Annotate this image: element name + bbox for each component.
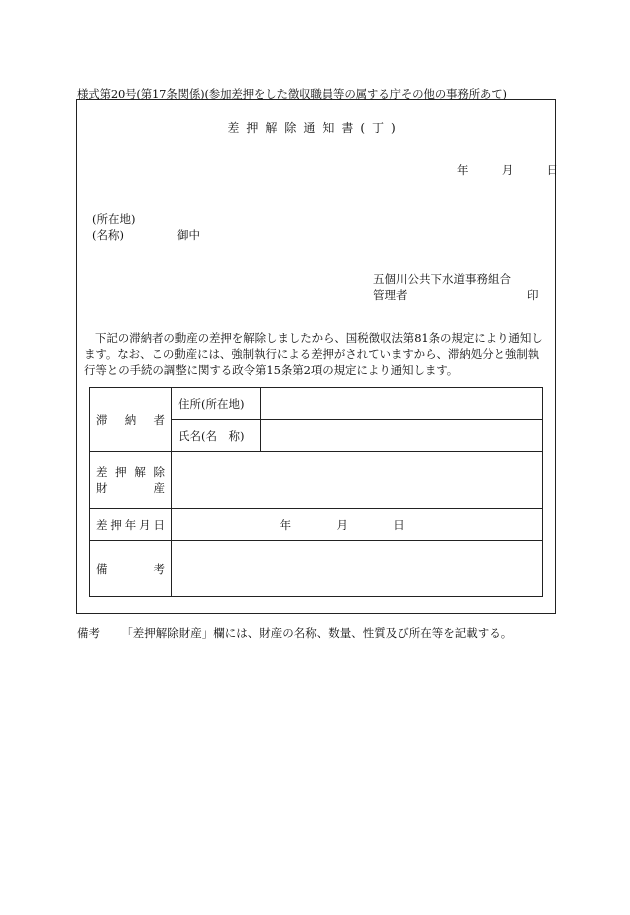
seal-label: 印 (527, 288, 539, 302)
release-date-char-4: 月 (139, 517, 151, 532)
name-label-cell: 氏名(名 称) (172, 420, 261, 452)
property-char-5: 財 (96, 481, 108, 495)
recipient-honorific: 御中 (177, 228, 200, 242)
sender-organization: 五個川公共下水道事務組合 (373, 272, 511, 286)
release-date-value-cell[interactable] (172, 509, 543, 541)
property-label-cell (90, 452, 172, 509)
property-label-line2 (96, 480, 165, 496)
issue-year-label: 年 (457, 163, 469, 177)
notice-body-text: 下記の滞納者の動産の差押を解除しましたから、国税徴収法第81条の規定により通知します。なお、この動産には、強制執行による差押がされていますから、滞納処分と強制執行等との手続の調整に関する政令第15条第2項の規定により通知します。 (84, 331, 543, 377)
release-date-label (96, 517, 165, 533)
property-label-line1 (96, 464, 165, 480)
property-char-4: 除 (153, 465, 165, 479)
release-date-char-3: 年 (124, 517, 137, 532)
recipient-name-label: (名称) (92, 228, 124, 242)
issue-month-label: 月 (501, 163, 514, 177)
recipient-address-label: (所在地) (92, 212, 136, 226)
footer-note-text: 「差押解除財産」欄には、財産の名称、数量、性質及び所在等を記載する。 (121, 626, 513, 640)
release-date-label-cell (90, 509, 172, 541)
release-date-char-2: 押 (110, 517, 122, 532)
delinquent-char-3: 者 (153, 412, 165, 427)
release-month-label: 月 (336, 517, 348, 532)
remarks-label-cell (90, 541, 172, 597)
issue-date (457, 162, 558, 178)
property-char-3: 解 (134, 465, 146, 479)
property-value-cell[interactable] (172, 452, 543, 509)
document-title: 差押解除通知書(丁) (227, 121, 403, 135)
remarks-char-1: 備 (96, 561, 108, 576)
address-label-cell: 住所(所在地) (172, 388, 261, 420)
release-year-label: 年 (279, 517, 292, 532)
footer-note (77, 625, 512, 641)
address-value-cell[interactable] (261, 388, 543, 420)
remarks-label (96, 561, 165, 577)
delinquent-label (96, 412, 165, 428)
release-day-label: 日 (393, 517, 405, 532)
sender-manager-label: 管理者 (373, 288, 408, 302)
delinquent-label-cell (90, 388, 172, 452)
detail-table (89, 387, 543, 597)
property-char-2: 押 (115, 465, 127, 479)
property-char-1: 差 (96, 465, 108, 479)
issue-day-label: 日 (546, 163, 559, 177)
remarks-char-2: 考 (153, 561, 165, 576)
property-char-6: 産 (153, 481, 165, 495)
delinquent-char-1: 滞 (96, 412, 108, 427)
delinquent-char-2: 納 (124, 412, 137, 427)
remarks-value-cell[interactable] (172, 541, 543, 597)
release-date-char-1: 差 (96, 517, 108, 532)
footer-note-label: 備考 (77, 626, 100, 640)
release-date-char-5: 日 (153, 517, 165, 532)
form-number-label: 様式第20号(第17条関係)(参加差押をした徴収職員等の属する庁その他の事務所あて) (77, 87, 507, 101)
name-value-cell[interactable] (261, 420, 543, 452)
